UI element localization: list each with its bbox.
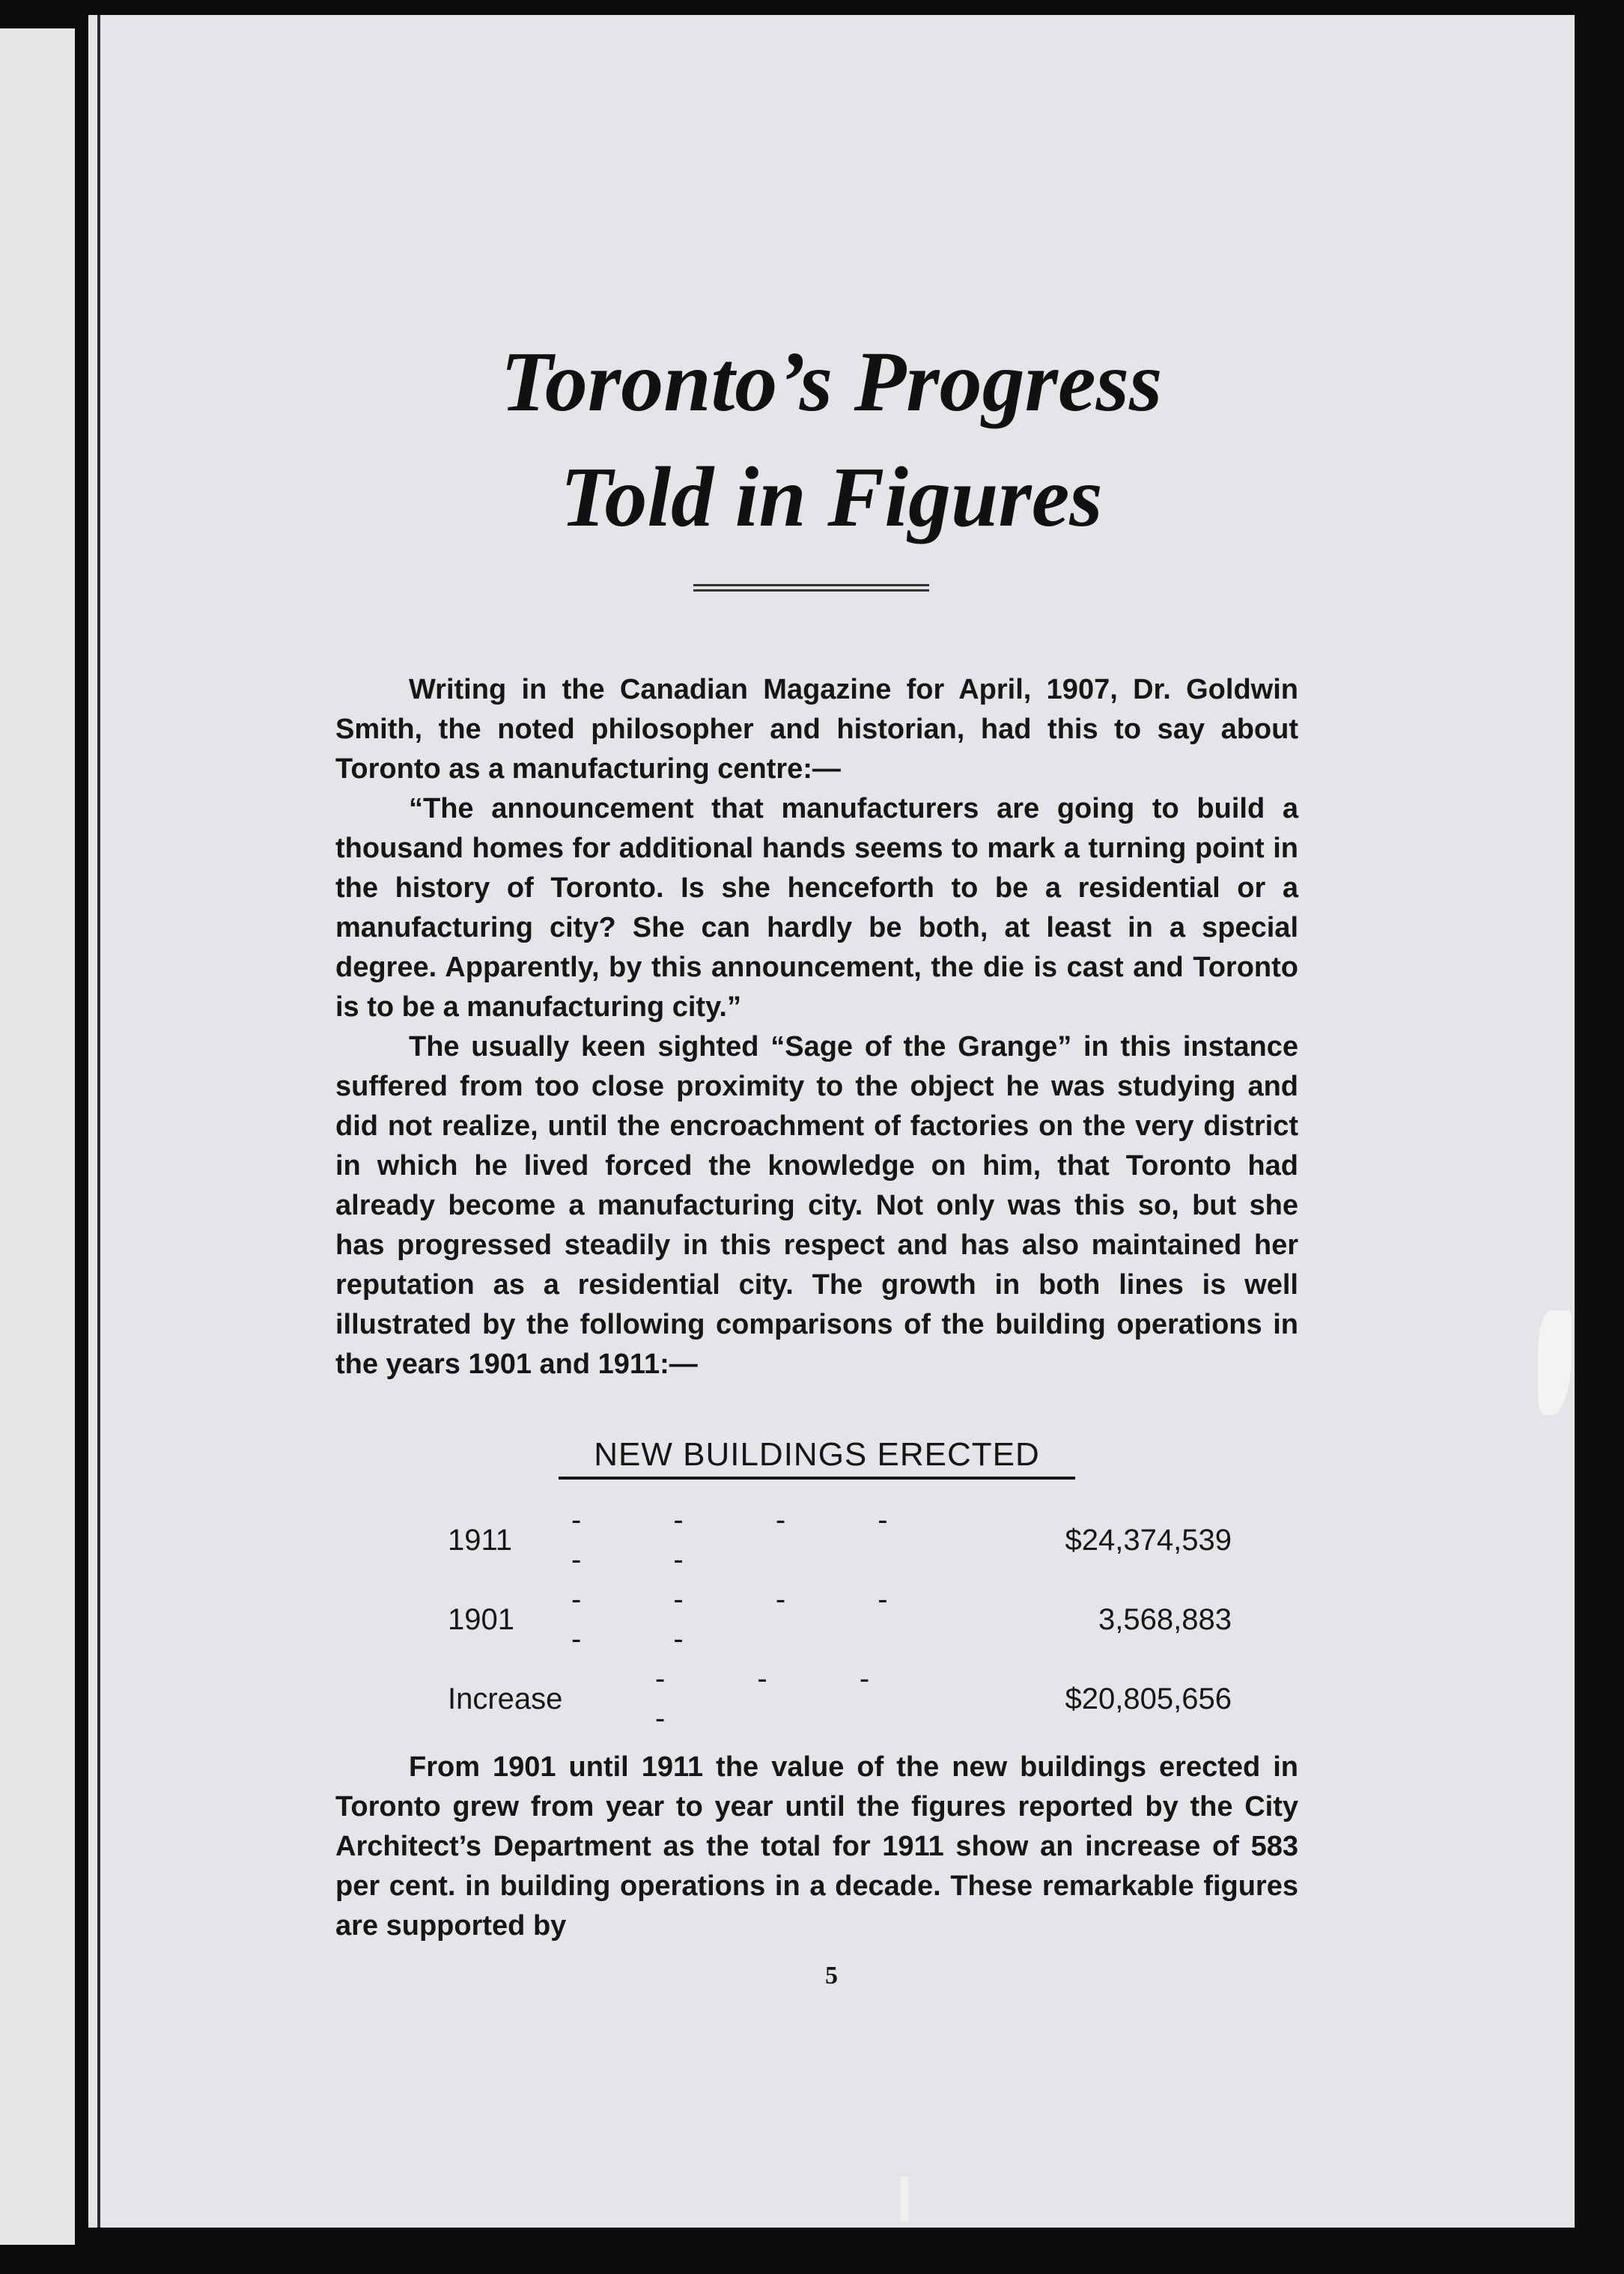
- new-buildings-table: [448, 1501, 1232, 1739]
- paragraph-quote: “The announcement that manufacturers are going to build a thousand homes for additional hands seems to mark a turning point in the history of Toronto. Is she henceforth to be a residential or a manufacturing city? She can hardly be both, at least in a special degree. Apparently, by this announcement, the die is cast and Toronto is to be a manufacturing city.”: [335, 793, 1298, 1023]
- row-leader-dashes: - - - - - -: [571, 1583, 930, 1656]
- row-leader-dashes: - - - - - -: [571, 1504, 930, 1576]
- page-title-line-1: Toronto’s Progress: [500, 334, 1163, 429]
- table-heading: NEW BUILDINGS ERECTED: [559, 1433, 1075, 1480]
- row-label: 1901: [448, 1602, 514, 1636]
- article-body: [335, 670, 1298, 1946]
- paragraph-intro: Writing in the Canadian Magazine for April, 1907, Dr. Goldwin Smith, the noted philosopher and historian, had this to say about Toronto as a manufacturing centre:—: [335, 674, 1298, 785]
- row-amount: $24,374,539: [1065, 1523, 1232, 1557]
- row-label: 1911: [448, 1523, 513, 1557]
- row-label: Increase: [448, 1682, 563, 1715]
- table-row: [448, 1580, 1232, 1659]
- row-leader-dashes: - - - -: [655, 1662, 912, 1735]
- page-title-line-2: Told in Figures: [560, 449, 1103, 544]
- row-amount: $20,805,656: [1065, 1682, 1232, 1715]
- scan-artifact: [1538, 1310, 1572, 1415]
- book-page: [88, 15, 1575, 2228]
- paragraph-closing: From 1901 until 1911 the value of the new buildings erected in Toronto grew from year to year until the figures reported by the City Architect’s Department as the total for 1911 show an increase of 583 per cent. in building operations in a decade. These remarkable figures are supported by: [335, 1751, 1298, 1942]
- page-number: 5: [825, 1962, 838, 1989]
- scan-artifact: [901, 2177, 908, 2222]
- row-amount: 3,568,883: [1098, 1602, 1232, 1636]
- paragraph-sage: The usually keen sighted “Sage of the Grange” in this instance suffered from too close proximity to the object he was studying and did not realize, until the encroachment of factories on the very district in which he lived forced the knowledge on him, that Toronto had already become a manufacturing city. Not only was this so, but she has progressed steadily in this respect and has also maintained her reputation as a residential city. The growth in both lines is well illustrated by the following comparisons of the building operations in the years 1901 and 1911:—: [335, 1031, 1298, 1380]
- title-divider-ornament: [693, 584, 929, 595]
- adjacent-page-edge: [0, 28, 75, 2245]
- table-row: [448, 1501, 1232, 1580]
- table-row: [448, 1659, 1232, 1739]
